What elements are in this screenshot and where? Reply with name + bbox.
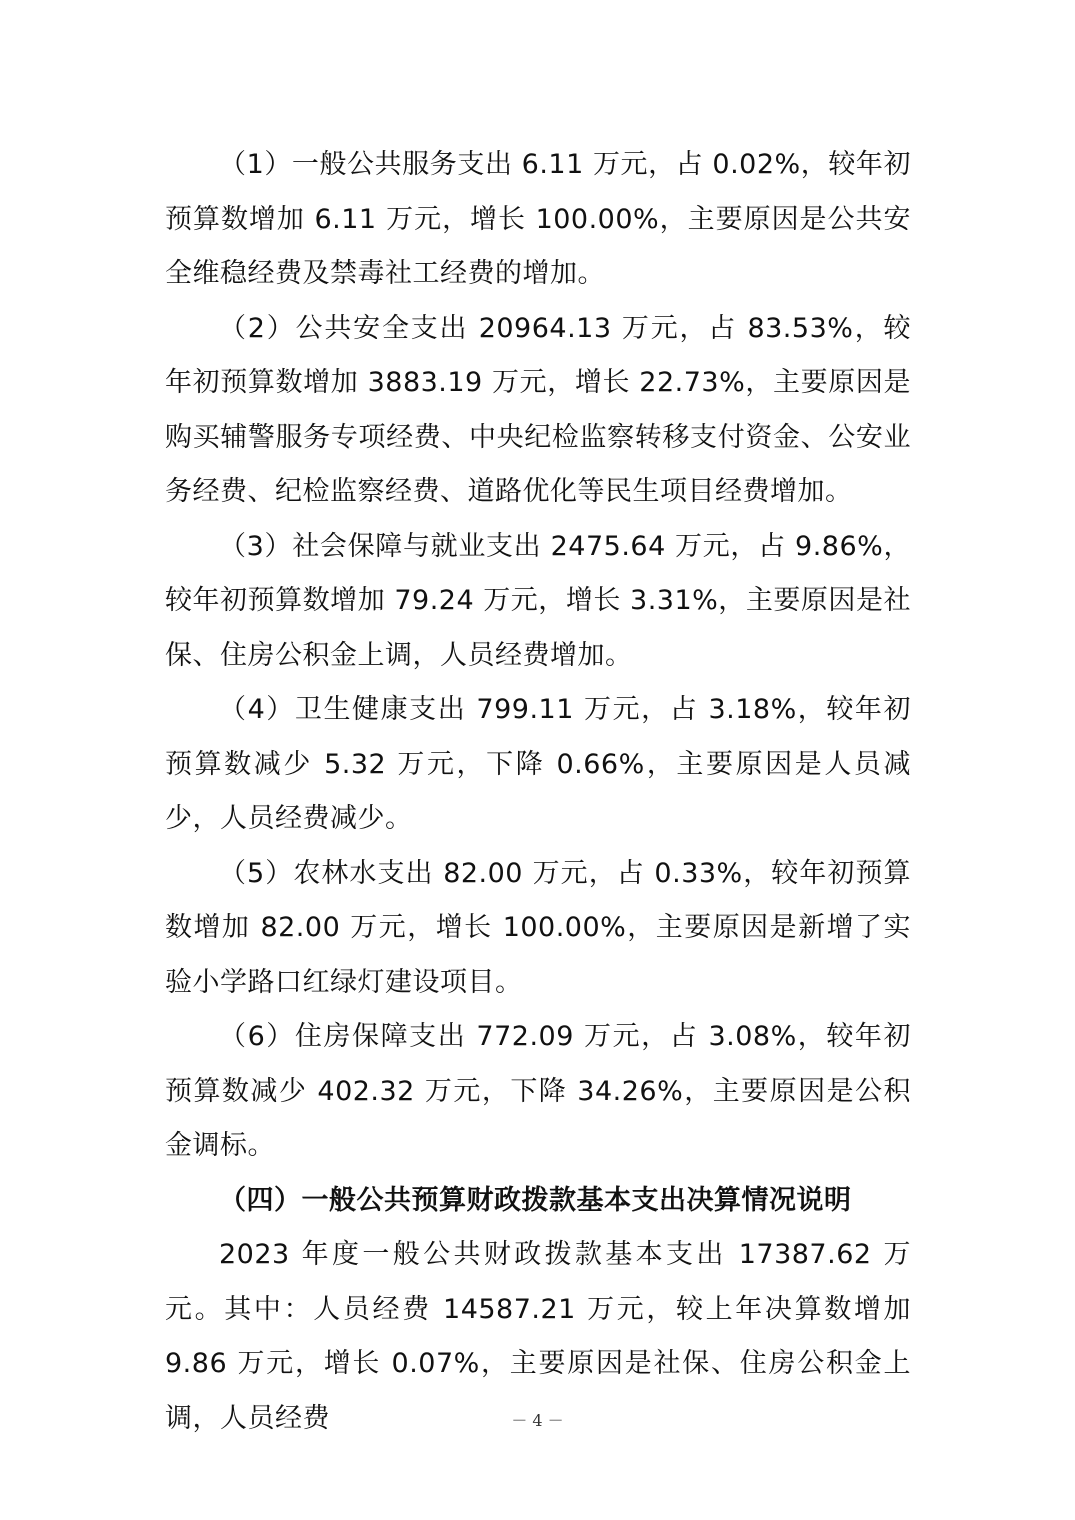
- section-heading: （四）一般公共预算财政拨款基本支出决算情况说明: [219, 1184, 852, 1216]
- page-number: － 4 －: [511, 1411, 564, 1430]
- paragraph-social-security: （3）社会保障与就业支出 2475.64 万元，占 9.86%，较年初预算数增加 79.24 万元，增长 3.31%，主要原因是社保、住房公积金上调，人员经费增加。: [165, 530, 911, 671]
- paragraph-public-security: （2）公共安全支出 20964.13 万元，占 83.53%，较年初预算数增加 3883.19 万元，增长 22.73%，主要原因是购买辅警服务专项经费、中央纪检监察转移支付资金、公安业务经费、纪检监察经费、道路优化等民生项目经费增加。: [165, 312, 911, 507]
- paragraph-agriculture: （5）农林水支出 82.00 万元，占 0.33%，较年初预算数增加 82.00 万元，增长 100.00%，主要原因是新增了实验小学路口红绿灯建设项目。: [165, 857, 911, 998]
- paragraph-basic-expenditure: 2023 年度一般公共财政拨款基本支出 17387.62 万元。其中：人员经费 14587.21 万元，较上年决算数增加 9.86 万元，增长 0.07%，主要原因是社保、住房公积金上调，人员经费: [165, 1239, 911, 1434]
- document-body: [165, 138, 911, 1446]
- paragraph-health: （4）卫生健康支出 799.11 万元，占 3.18%，较年初预算数减少 5.32 万元，下降 0.66%，主要原因是人员减少，人员经费减少。: [165, 694, 911, 834]
- paragraph-housing: （6）住房保障支出 772.09 万元，占 3.08%，较年初预算数减少 402.32 万元，下降 34.26%，主要原因是公积金调标。: [165, 1021, 911, 1161]
- paragraph-general-public-services: （1）一般公共服务支出 6.11 万元，占 0.02%，较年初预算数增加 6.11 万元，增长 100.00%，主要原因是公共安全维稳经费及禁毒社工经费的增加。: [165, 149, 911, 289]
